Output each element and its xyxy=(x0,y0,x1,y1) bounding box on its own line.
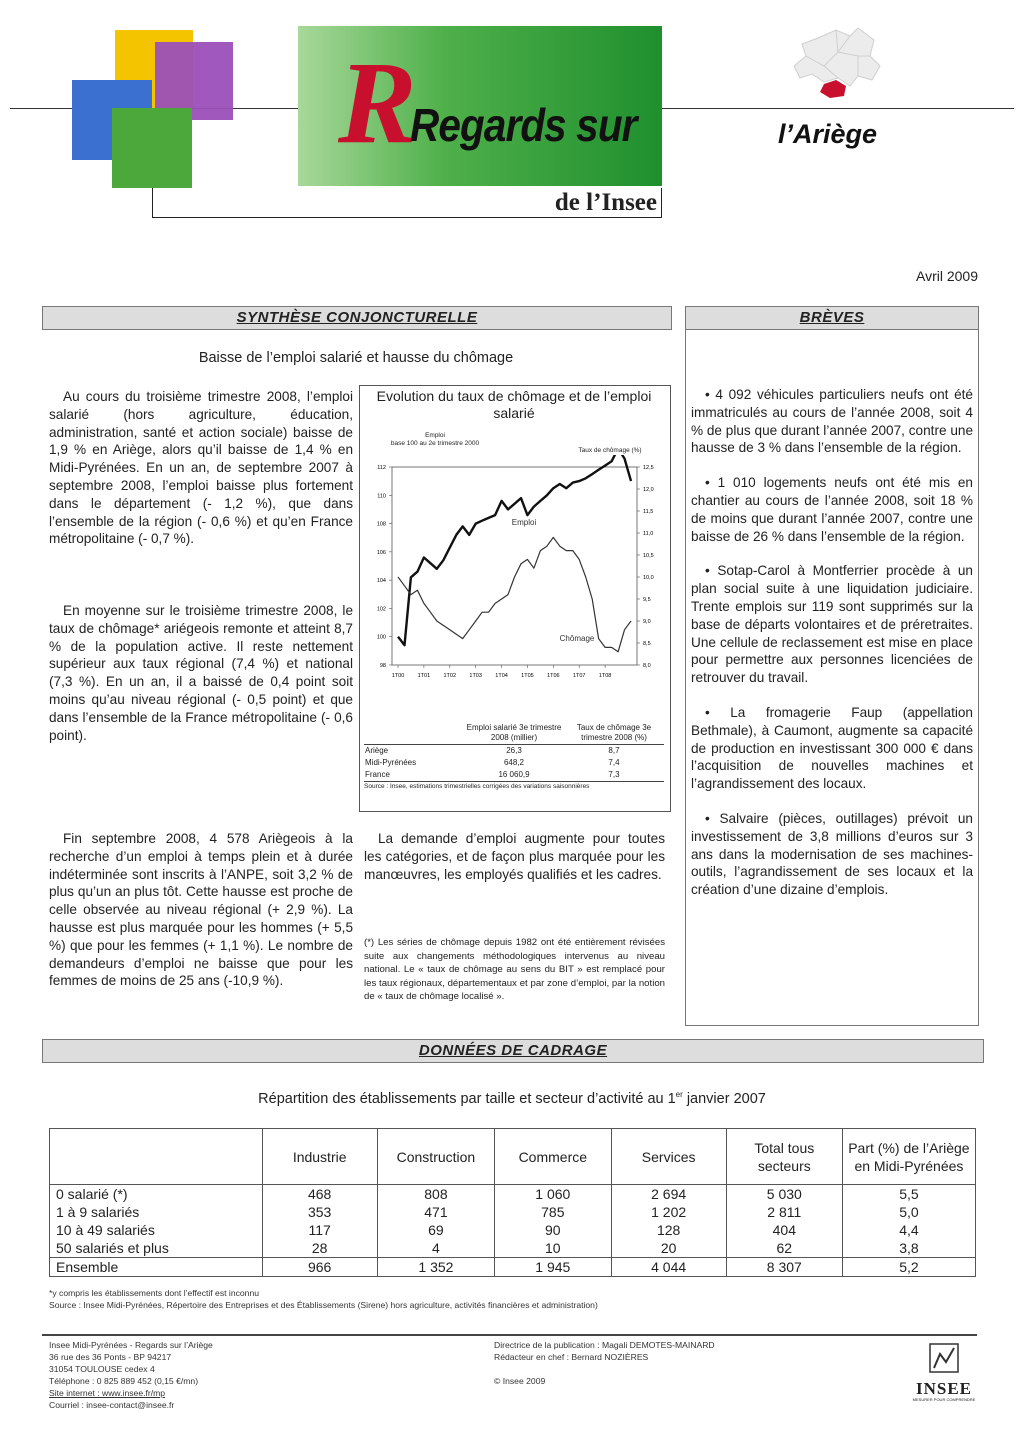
para-2-text: En moyenne sur le troisième trimestre 2008, le taux de chômage* ariégeois remonte et atteint 8,7 % de la population active. Il reste nettement supérieur aux taux régional (7,4 %) et national (7,3 %). En un an, il a baissé de 0,4 point soit moins qu’au niveau régional (- 0,5 point) et que dans l’ensemble de la France métropolitaine (- 0,6 point). xyxy=(49,603,353,743)
mini-header-chomage: Taux de chômage 3e trimestre 2008 (%) xyxy=(564,722,664,745)
col-header-blank xyxy=(50,1129,263,1185)
table-cell: 62 xyxy=(726,1239,842,1258)
mini-value: 8,7 xyxy=(608,746,620,755)
table-cell: 3,8 xyxy=(842,1239,975,1258)
y-tick-label-right: 8,0 xyxy=(643,663,651,669)
breves-section-title: BRÈVES xyxy=(685,306,979,330)
region-map-icon xyxy=(788,26,888,106)
col-header-total: Total tous secteurs xyxy=(726,1129,842,1185)
footer-line[interactable]: Site internet : www.insee.fr/mp xyxy=(49,1388,166,1398)
synthese-para-2 xyxy=(49,602,353,744)
y-tick-label-left: 104 xyxy=(376,578,386,585)
x-tick-label: 1T02 xyxy=(443,673,457,679)
table-cell: 471 xyxy=(377,1203,494,1221)
left-axis-title-text: Emploi xyxy=(425,432,445,439)
x-tick-label: 1T05 xyxy=(521,673,534,679)
left-axis-subtitle-text: base 100 au 2e trimestre 2000 xyxy=(390,440,480,447)
y-tick-label-left: 102 xyxy=(376,606,386,613)
y-tick-label-left: 112 xyxy=(377,465,386,471)
table-cell: 69 xyxy=(377,1221,494,1239)
mini-row-mp xyxy=(364,757,664,769)
mini-value: 16 060,9 xyxy=(464,769,564,782)
table-row xyxy=(50,1185,976,1204)
table-title-sup: er xyxy=(675,1090,683,1099)
footer-line: Directrice de la publication : Magali DEMOTES-MAINARD xyxy=(494,1340,715,1350)
mini-label: France xyxy=(364,769,464,782)
row-label: Ensemble xyxy=(50,1258,263,1277)
y-tick-label-right: 10,0 xyxy=(643,575,654,581)
mini-source: Source : Insee, estimations trimestrielles corrigées des variations saisonnières xyxy=(364,783,590,790)
insee-logo-icon xyxy=(924,1340,964,1376)
cadrage-section-title: DONNÉES DE CADRAGE xyxy=(42,1039,984,1063)
logo-sub-brand: Insee xyxy=(601,189,657,216)
para-3-text: Fin septembre 2008, 4 578 Ariègeois à la recherche d’un emploi à temps plein et à durée indéterminée sont inscrits à l’ANPE, soit 3,2 % de plus qu’un an plus tôt. Cette hausse est proche de celle observée au niveau régional (+ 2,9 %). La hausse est plus marquée pour les hommes (+ 5,5 %) que pour les femmes (+ 1,1 %). Le nombre de demandeurs d’emploi ne baisse que pour les femmes de moins de 25 ans (-10,9 %). xyxy=(49,831,353,989)
y-tick-label-right: 10,5 xyxy=(643,553,654,559)
synthese-para-3 xyxy=(49,830,353,990)
table-total-row xyxy=(50,1258,976,1277)
col-header-part: Part (%) de l’Ariège en Midi-Pyrénées xyxy=(842,1129,975,1185)
logo-sub-prefix: de l’ xyxy=(554,189,602,216)
logo-title xyxy=(410,100,637,150)
para-1-text: Au cours du troisième trimestre 2008, l’emploi salarié (hors agriculture, éducation, administration, santé et action sociale) baisse de 1,9 % en Ariège, alors qu’il baisse de 1,4 % en Midi-Pyrénées. En un an, de septembre 2007 à septembre 2008, l’emploi baisse plus fortement dans le département (- 1,2 %), que dans l’ensemble de la région (- 0,6 %) et qu’en France métropolitaine (- 0,7 %). xyxy=(49,389,353,547)
table-cell: 4 044 xyxy=(611,1258,726,1277)
x-tick-label: 1T00 xyxy=(391,673,405,679)
x-tick-label: 1T04 xyxy=(495,673,508,679)
y-tick-label-right: 8,5 xyxy=(643,641,651,647)
table-cell: 5,2 xyxy=(842,1258,975,1277)
synthese-note: (*) Les séries de chômage depuis 1982 ont été entièrement révisées suite aux changements méthodologiques intervenus au niveau national. Le « taux de chômage au sens du BIT » est remplacé pour les taux régionaux, départementaux et par zone d’emploi, par la notion de « taux de chômage localisé ». xyxy=(364,937,665,1002)
table-cell: 117 xyxy=(262,1221,377,1239)
x-tick-label: 1T07 xyxy=(572,673,586,679)
breve-item: • 4 092 véhicules particuliers neufs ont été immatriculés au cours de l’année 2008, soit 4 % de plus que durant l’année 2007, contre une hausse de 3 % dans l’ensemble de la région. xyxy=(691,387,973,456)
table-cell: 28 xyxy=(262,1239,377,1258)
table-row xyxy=(50,1239,976,1258)
synthese-para-4 xyxy=(364,830,665,883)
chart-right-axis-title: Taux de chômage (%) xyxy=(578,447,642,454)
y-tick-label-right: 12,0 xyxy=(643,487,654,493)
table-cell: 785 xyxy=(495,1203,611,1221)
row-label: 10 à 49 salariés xyxy=(50,1221,263,1239)
x-tick-label: 1T08 xyxy=(598,673,612,679)
region-name: l’Ariège xyxy=(778,119,878,149)
y-tick-label-right: 11,0 xyxy=(643,531,654,537)
table-title-post: janvier 2007 xyxy=(682,1090,766,1107)
mini-row-france xyxy=(364,769,664,782)
col-header-industrie: Industrie xyxy=(262,1129,377,1185)
logo-title-text: Regards sur xyxy=(410,99,637,151)
table-cell: 4,4 xyxy=(842,1221,975,1239)
row-label: 0 salarié (*) xyxy=(50,1185,263,1204)
table-cell: 468 xyxy=(262,1185,377,1204)
green-square xyxy=(112,108,192,188)
synthese-para-1 xyxy=(49,388,353,548)
cadrage-table-title xyxy=(42,1090,982,1107)
footer-line xyxy=(494,1363,715,1375)
table-cell: 353 xyxy=(262,1203,377,1221)
y-tick-label-right: 9,0 xyxy=(643,619,651,625)
table-note: *y compris les établissements dont l’effectif est inconnu xyxy=(49,1288,260,1298)
y-tick-label-left: 110 xyxy=(377,493,386,500)
synthese-headline: Baisse de l’emploi salarié et hausse du chômage xyxy=(198,350,514,366)
table-cell: 966 xyxy=(262,1258,377,1277)
footer-line[interactable]: Courriel : insee-contact@insee.fr xyxy=(49,1400,175,1410)
mini-value: 648,2 xyxy=(503,758,525,767)
breve-item: • Salvaire (pièces, outillages) prévoit un investissement de 3,8 millions d’euros sur 3 ans dans la modernisation de ses machines-outils, l’agrandissement de ses locaux et la création d’une dizaine d’emplois. xyxy=(691,810,973,898)
insee-logo-text: INSEE xyxy=(915,1379,973,1398)
y-tick-label-right: 9,5 xyxy=(643,597,651,603)
table-cell: 2 811 xyxy=(726,1203,842,1221)
footer-line: Insee Midi-Pyrénées - Regards sur l’Ariège xyxy=(49,1340,213,1350)
table-cell: 5,5 xyxy=(842,1185,975,1204)
series-label-emploi: Emploi xyxy=(511,518,537,527)
table-cell: 90 xyxy=(495,1221,611,1239)
table-cell: 808 xyxy=(377,1185,494,1204)
mini-value: 7,4 xyxy=(608,758,620,767)
mini-header-emploi: Emploi salarié 3e trimestre 2008 (millier) xyxy=(464,722,564,745)
col-header-construction: Construction xyxy=(377,1129,494,1185)
table-row xyxy=(50,1221,976,1239)
table-source: Source : Insee Midi-Pyrénées, Répertoire des Entreprises et des Établissements (Sirene) hors agriculture, activités financières et administration) xyxy=(49,1300,598,1310)
logo-frame-bottom xyxy=(152,217,662,218)
logo-R: R xyxy=(338,37,417,168)
footer-rule xyxy=(42,1334,977,1336)
logo-subtitle xyxy=(518,188,662,217)
col-header-commerce: Commerce xyxy=(495,1129,611,1185)
y-tick-label-right: 12,5 xyxy=(643,465,654,471)
logo-frame-left xyxy=(152,188,153,218)
table-cell: 5 030 xyxy=(726,1185,842,1204)
table-row xyxy=(50,1203,976,1221)
table-cell: 1 945 xyxy=(495,1258,611,1277)
x-tick-label: 1T01 xyxy=(417,673,431,679)
chart-summary-table xyxy=(364,722,664,792)
issue-date: Avril 2009 xyxy=(915,268,978,284)
table-title-pre: Répartition des établissements par taille et secteur d’activité au 1 xyxy=(258,1090,676,1107)
breve-item: • Sotap-Carol à Montferrier procède à un plan social suite à une liquidation judiciaire. Trente emplois sur 119 sont supprimés sur la base de départs volontaires et de préretraites. Une cellule de reclassement est mise en place pour permettre aux personnes licenciées de retrouver du travail. xyxy=(691,563,973,686)
footer-line: 36 rue des 36 Ponts - BP 94217 xyxy=(49,1352,172,1362)
breves-list xyxy=(691,386,973,916)
insee-logo xyxy=(912,1340,976,1403)
mini-label: Ariège xyxy=(365,746,389,755)
x-tick-label: 1T03 xyxy=(469,673,482,679)
table-cell: 1 060 xyxy=(495,1185,611,1204)
table-cell: 20 xyxy=(611,1239,726,1258)
breve-item: • 1 010 logements neufs ont été mis en chantier au cours de l’année 2008, soit 18 % de moins que durant l’année 2007, contre une baisse de 26 % dans l’ensemble de la région. xyxy=(691,475,973,544)
chart-left-axis-title xyxy=(360,432,510,448)
y-tick-label-left: 100 xyxy=(376,634,386,641)
table-cell: 2 694 xyxy=(611,1185,726,1204)
row-label: 50 salariés et plus xyxy=(50,1239,263,1258)
mini-row-ariege xyxy=(364,745,664,758)
x-tick-label: 1T06 xyxy=(547,673,560,679)
breve-item: • La fromagerie Faup (appellation Bethmale), à Caumont, augmente sa capacité de production en investissant 300 000 € dans l’acquisition de nouvelles machines et l’agrandissement des locaux. xyxy=(691,704,973,792)
table-cell: 1 202 xyxy=(611,1203,726,1221)
table-cell: 5,0 xyxy=(842,1203,975,1221)
series-label-chomage: Chômage xyxy=(559,634,595,643)
establishments-table xyxy=(49,1128,976,1277)
insee-logo-sub: MESURER POUR COMPRENDRE xyxy=(912,1397,976,1402)
row-label: 1 à 9 salariés xyxy=(50,1203,263,1221)
mini-value: 26,3 xyxy=(506,746,522,755)
chart-title: Evolution du taux de chômage et de l’emploi salarié xyxy=(376,388,652,421)
mini-label: Midi-Pyrénées xyxy=(365,758,417,767)
footer-line: 31054 TOULOUSE cedex 4 xyxy=(49,1364,155,1374)
footer-address xyxy=(49,1339,213,1411)
header-rule-right xyxy=(662,108,1014,109)
footer-line: © Insee 2009 xyxy=(494,1376,546,1386)
y-tick-label-left: 108 xyxy=(376,521,386,528)
footer-credits xyxy=(494,1339,715,1387)
line-chart xyxy=(359,455,669,695)
table-cell: 4 xyxy=(377,1239,494,1258)
footer-line: Rédacteur en chef : Bernard NOZIÈRES xyxy=(494,1352,649,1362)
table-cell: 128 xyxy=(611,1221,726,1239)
footer-line: Téléphone : 0 825 889 452 (0,15 €/mn) xyxy=(49,1376,199,1386)
mini-header-blank xyxy=(364,722,464,745)
y-tick-label-right: 11,5 xyxy=(643,509,654,515)
table-cell: 10 xyxy=(495,1239,611,1258)
synthese-section-title: SYNTHÈSE CONJONCTURELLE xyxy=(42,306,672,330)
para-4-text: La demande d’emploi augmente pour toutes les catégories, et de façon plus marquée pour les manœuvres, les employés qualifiés et les cadres. xyxy=(364,831,665,882)
mini-value: 7,3 xyxy=(564,769,664,782)
col-header-services: Services xyxy=(611,1129,726,1185)
series-line-1 xyxy=(398,537,631,651)
plot-area xyxy=(392,467,637,665)
table-cell: 1 352 xyxy=(377,1258,494,1277)
y-tick-label-left: 98 xyxy=(379,663,386,669)
table-cell: 404 xyxy=(726,1221,842,1239)
table-cell: 8 307 xyxy=(726,1258,842,1277)
y-tick-label-left: 106 xyxy=(376,549,386,556)
